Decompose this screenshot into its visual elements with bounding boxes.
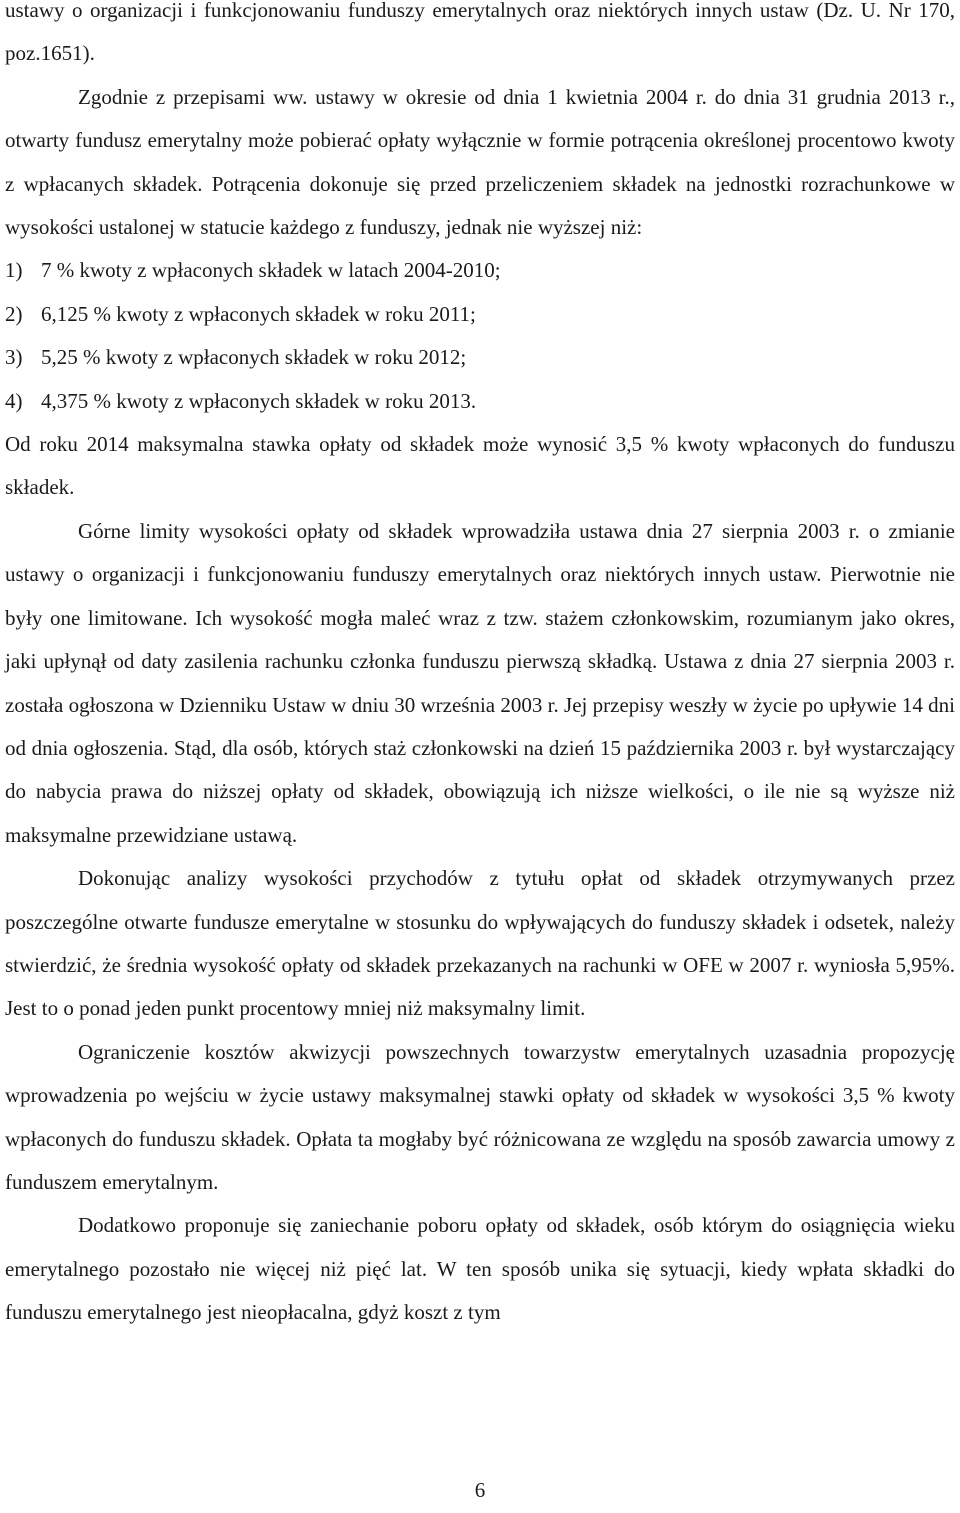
list-item-number: 2) <box>5 301 23 326</box>
paragraph-7: Dodatkowo proponuje się zaniechanie poboru opłaty od składek, osób którym do osiągnięcia wieku emerytalnego pozostało nie więcej niż pięć lat. W ten sposób unika się sytuacji, kiedy wpłata składki do funduszu emerytalnego jest nieopłacalna, gdyż koszt z tym <box>5 1213 955 1325</box>
page-number: 6 <box>474 1478 486 1502</box>
list-item <box>5 249 955 292</box>
paragraph-1: ustawy o organizacji i funkcjonowaniu funduszy emerytalnych oraz niektórych innych ustaw (Dz. U. Nr 170, poz.1651). <box>5 0 955 66</box>
list-item-text: 7 % kwoty z wpłaconych składek w latach 2004-2010; <box>41 258 501 283</box>
paragraph-4: Górne limity wysokości opłaty od składek wprowadziła ustawa dnia 27 sierpnia 2003 r. o zmianie ustawy o organizacji i funkcjonowaniu funduszy emerytalnych oraz niektórych innych ustaw. Pierwotnie nie były one limitowane. Ich wysokość mogła maleć wraz z tzw. stażem członkowskim, rozumianym jako okres, jaki upłynął od daty zasilenia rachunku członka funduszu pierwszą składką. Ustawa z dnia 27 sierpnia 2003 r. została ogłoszona w Dzienniku Ustaw w dniu 30 września 2003 r. Jej przepisy weszły w życie po upływie 14 dni od dnia ogłoszenia. Stąd, dla osób, których staż członkowski na dzień 15 października 2003 r. był wystarczający do nabycia prawa do niższej opłaty od składek, obowiązują ich niższe wielkości, o ile nie są wyższe niż maksymalne przewidziane ustawą. <box>5 518 955 847</box>
list-item-text: 4,375 % kwoty z wpłaconych składek w roku 2013. <box>41 388 477 413</box>
list-item-text: 6,125 % kwoty z wpłaconych składek w roku 2011; <box>41 301 476 326</box>
limits-list <box>5 249 955 423</box>
list-item-number: 3) <box>5 345 23 370</box>
list-item-number: 1) <box>5 258 23 283</box>
list-item <box>5 336 955 379</box>
paragraph-2: Zgodnie z przepisami ww. ustawy w okresie od dnia 1 kwietnia 2004 r. do dnia 31 grudnia 2013 r., otwarty fundusz emerytalny może pobierać opłaty wyłącznie w formie potrącenia określonej procentowo kwoty z wpłacanych składek. Potrącenia dokonuje się przed przeliczeniem składek na jednostki rozrachunkowe w wysokości ustalonej w statucie każdego z funduszy, jednak nie wyższej niż: <box>5 84 955 240</box>
list-item-number: 4) <box>5 388 23 413</box>
list-item <box>5 293 955 336</box>
list-item <box>5 380 955 423</box>
paragraph-3: Od roku 2014 maksymalna stawka opłaty od składek może wynosić 3,5 % kwoty wpłaconych do funduszu składek. <box>5 432 955 500</box>
document-body <box>5 0 955 1335</box>
paragraph-5: Dokonując analizy wysokości przychodów z tytułu opłat od składek otrzymywanych przez poszczególne otwarte fundusze emerytalne w stosunku do wpływających do funduszy składek i odsetek, należy stwierdzić, że średnia wysokość opłaty od składek przekazanych na rachunki w OFE w 2007 r. wyniosła 5,95%. Jest to o ponad jeden punkt procentowy mniej niż maksymalny limit. <box>5 866 955 1021</box>
list-item-text: 5,25 % kwoty z wpłaconych składek w roku 2012; <box>41 345 467 370</box>
paragraph-6: Ograniczenie kosztów akwizycji powszechnych towarzystw emerytalnych uzasadnia propozycję wprowadzenia po wejściu w życie ustawy maksymalnej stawki opłaty od składek w wysokości 3,5 % kwoty wpłaconych do funduszu składek. Opłata ta mogłaby być różnicowana ze względu na sposób zawarcia umowy z funduszem emerytalnym. <box>5 1039 955 1194</box>
